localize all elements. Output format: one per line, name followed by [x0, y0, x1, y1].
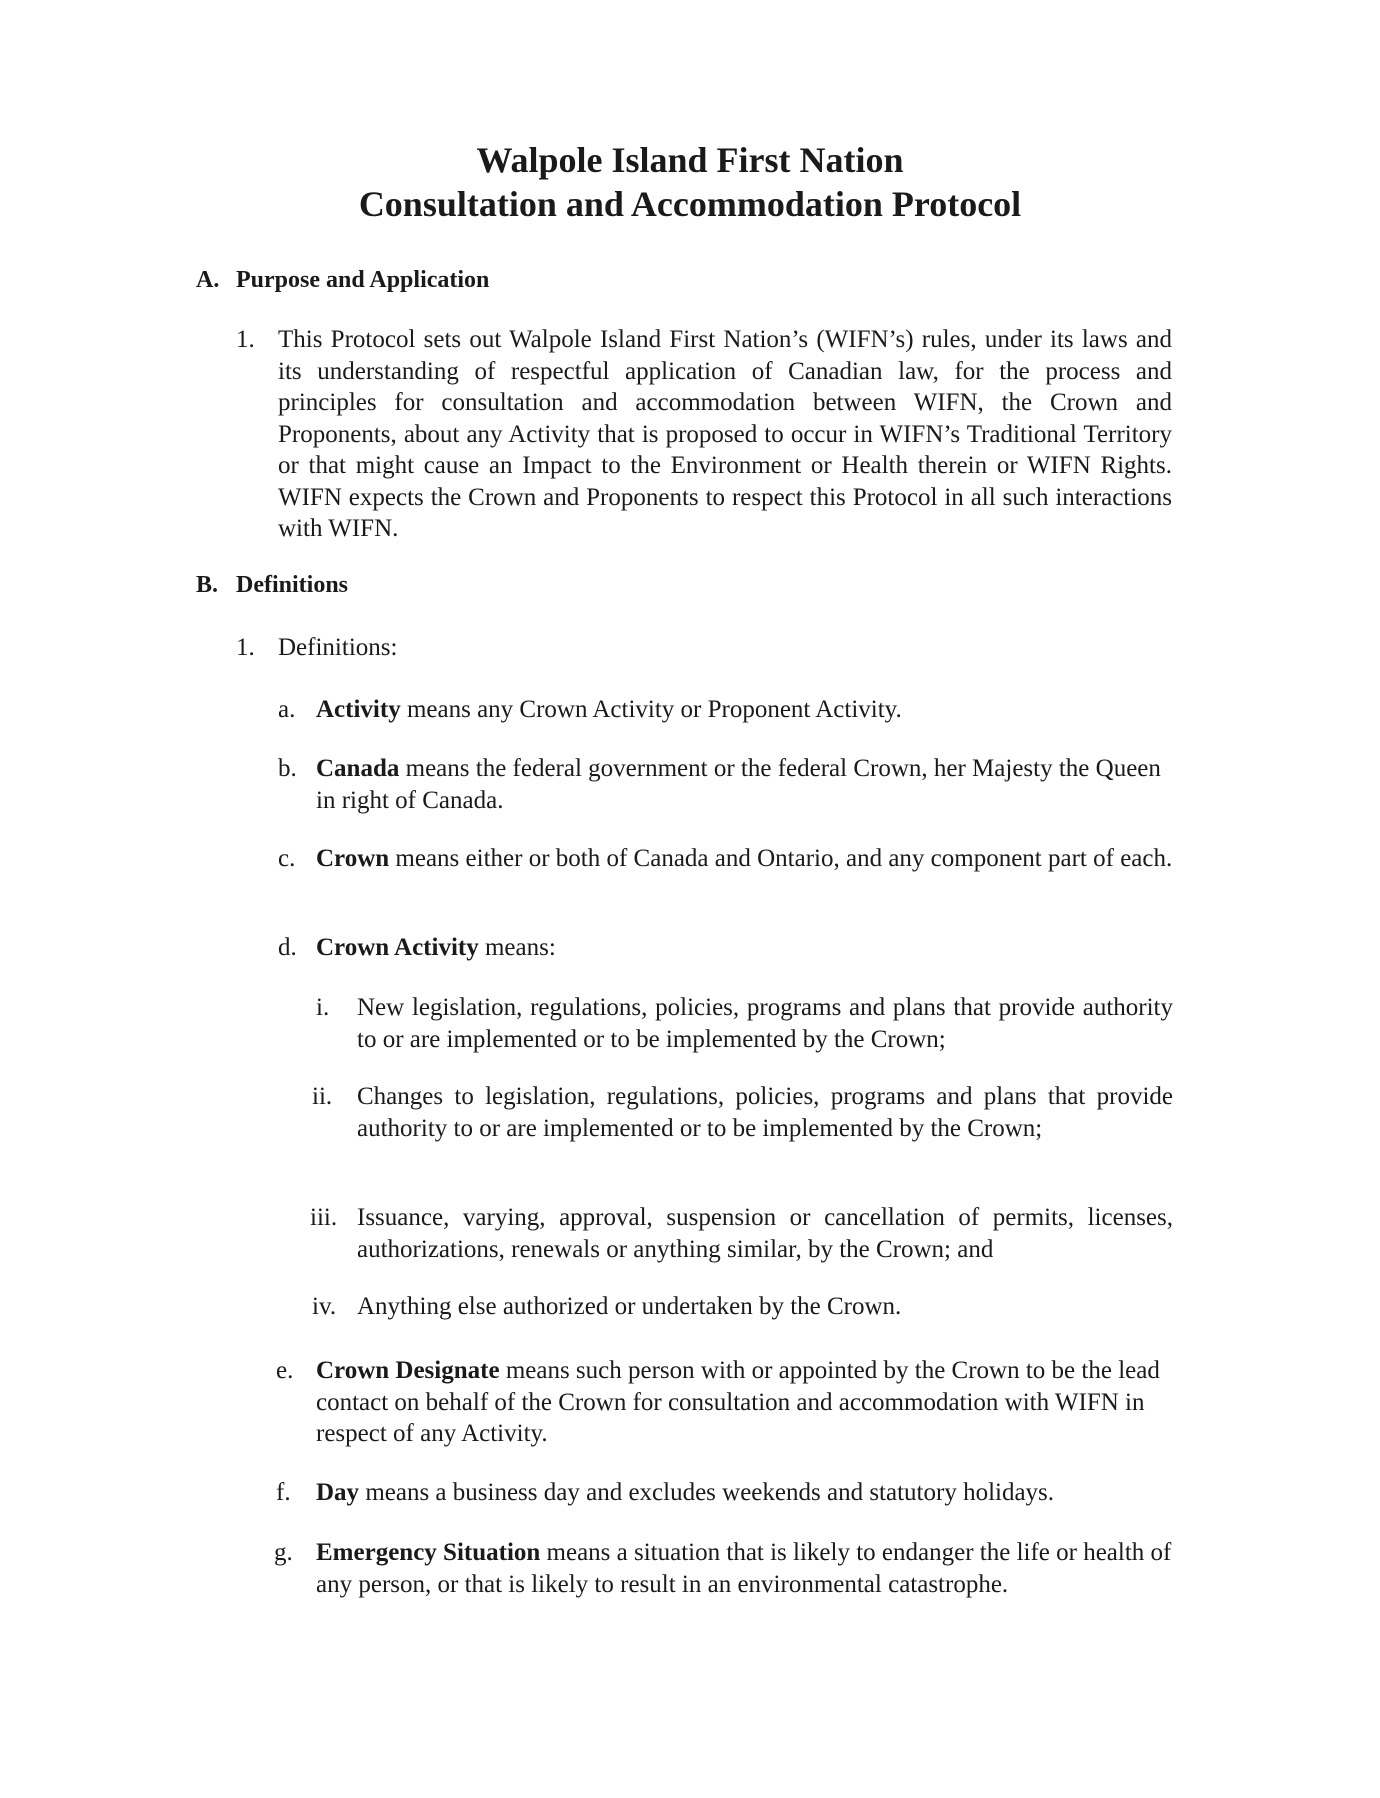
sub-item-marker: ii.	[312, 1083, 333, 1110]
document-title-line-2: Consultation and Accommodation Protocol	[358, 184, 1022, 224]
definition-term: Crown Designate	[316, 1357, 500, 1384]
section-a-item-number: 1.	[236, 326, 255, 353]
definition-marker: e.	[276, 1357, 294, 1384]
definition-text: means either or both of Canada and Ontario, and any component part of each.	[389, 845, 1173, 872]
section-a-title: Purpose and Application	[236, 267, 490, 293]
section-b-item-number: 1.	[236, 634, 255, 661]
section-b-title: Definitions	[236, 572, 349, 598]
definition-term: Crown Activity	[316, 934, 479, 961]
definition-day	[316, 1477, 1176, 1509]
sub-item-marker: i.	[316, 994, 330, 1021]
definition-marker: b.	[278, 755, 297, 782]
section-b-heading	[196, 570, 348, 600]
definition-marker: f.	[276, 1479, 291, 1506]
crown-activity-item: New legislation, regulations, policies, programs and plans that provide authority to or are implemented or to be implemented by the Crown;	[357, 994, 1173, 1053]
definition-crown	[316, 843, 1176, 875]
section-a-paragraph: This Protocol sets out Walpole Island First Nation’s (WIFN’s) rules, under its laws and its understanding of respectful application of Canadian law, for the process and principles for consultation and accommodation between WIFN, the Crown and Proponents, about any Activity that is proposed to occur in WIFN’s Traditional Territory or that might cause an Impact to the Environment or Health therein or WIFN Rights. WIFN expects the Crown and Proponents to respect this Protocol in all such interactions with WIFN.	[278, 326, 1172, 542]
definition-text: means any Crown Activity or Proponent Activity.	[400, 696, 902, 723]
sub-item-marker: iii.	[310, 1204, 338, 1231]
crown-activity-item: Changes to legislation, regulations, policies, programs and plans that provide authority to or are implemented or to be implemented by the Crown;	[357, 1083, 1173, 1142]
definition-text: means a situation that is likely to endanger the life or health of any person, or that is likely to result in an environmental catastrophe.	[316, 1539, 1172, 1598]
definition-text: means:	[478, 934, 556, 961]
crown-activity-item: Anything else authorized or undertaken by the Crown.	[357, 1293, 902, 1320]
definition-term: Canada	[316, 755, 400, 782]
definition-text: means a business day and excludes weekends and statutory holidays.	[359, 1479, 1055, 1506]
section-b-letter: B.	[196, 572, 219, 598]
document-title-line-1: Walpole Island First Nation	[476, 140, 904, 180]
definition-term: Emergency Situation	[316, 1539, 541, 1566]
definition-marker: a.	[278, 696, 296, 723]
definition-marker: d.	[278, 934, 297, 961]
definition-term: Crown	[316, 845, 390, 872]
definition-term: Day	[316, 1479, 360, 1506]
definition-canada	[316, 753, 1176, 816]
definition-marker: c.	[278, 845, 296, 872]
definition-text: means such person with or appointed by the Crown to be the lead contact on behalf of the Crown for consultation and accommodation with WIFN in respect of any Activity.	[316, 1357, 1160, 1447]
definition-crown-designate	[316, 1355, 1176, 1450]
definition-text: means the federal government or the federal Crown, her Majesty the Queen in right of Canada.	[316, 755, 1161, 814]
definition-marker: g.	[274, 1539, 293, 1566]
definition-crown-activity	[316, 932, 1176, 964]
crown-activity-item: Issuance, varying, approval, suspension or cancellation of permits, licenses, authorizations, renewals or anything similar, by the Crown; and	[357, 1204, 1173, 1263]
definition-emergency-situation	[316, 1537, 1176, 1600]
definition-activity	[316, 694, 1176, 726]
definition-term: Activity	[316, 696, 401, 723]
section-b-item-text: Definitions:	[278, 634, 398, 661]
sub-item-marker: iv.	[312, 1293, 337, 1320]
section-a-letter: A.	[196, 267, 220, 293]
section-a-heading	[196, 265, 489, 295]
